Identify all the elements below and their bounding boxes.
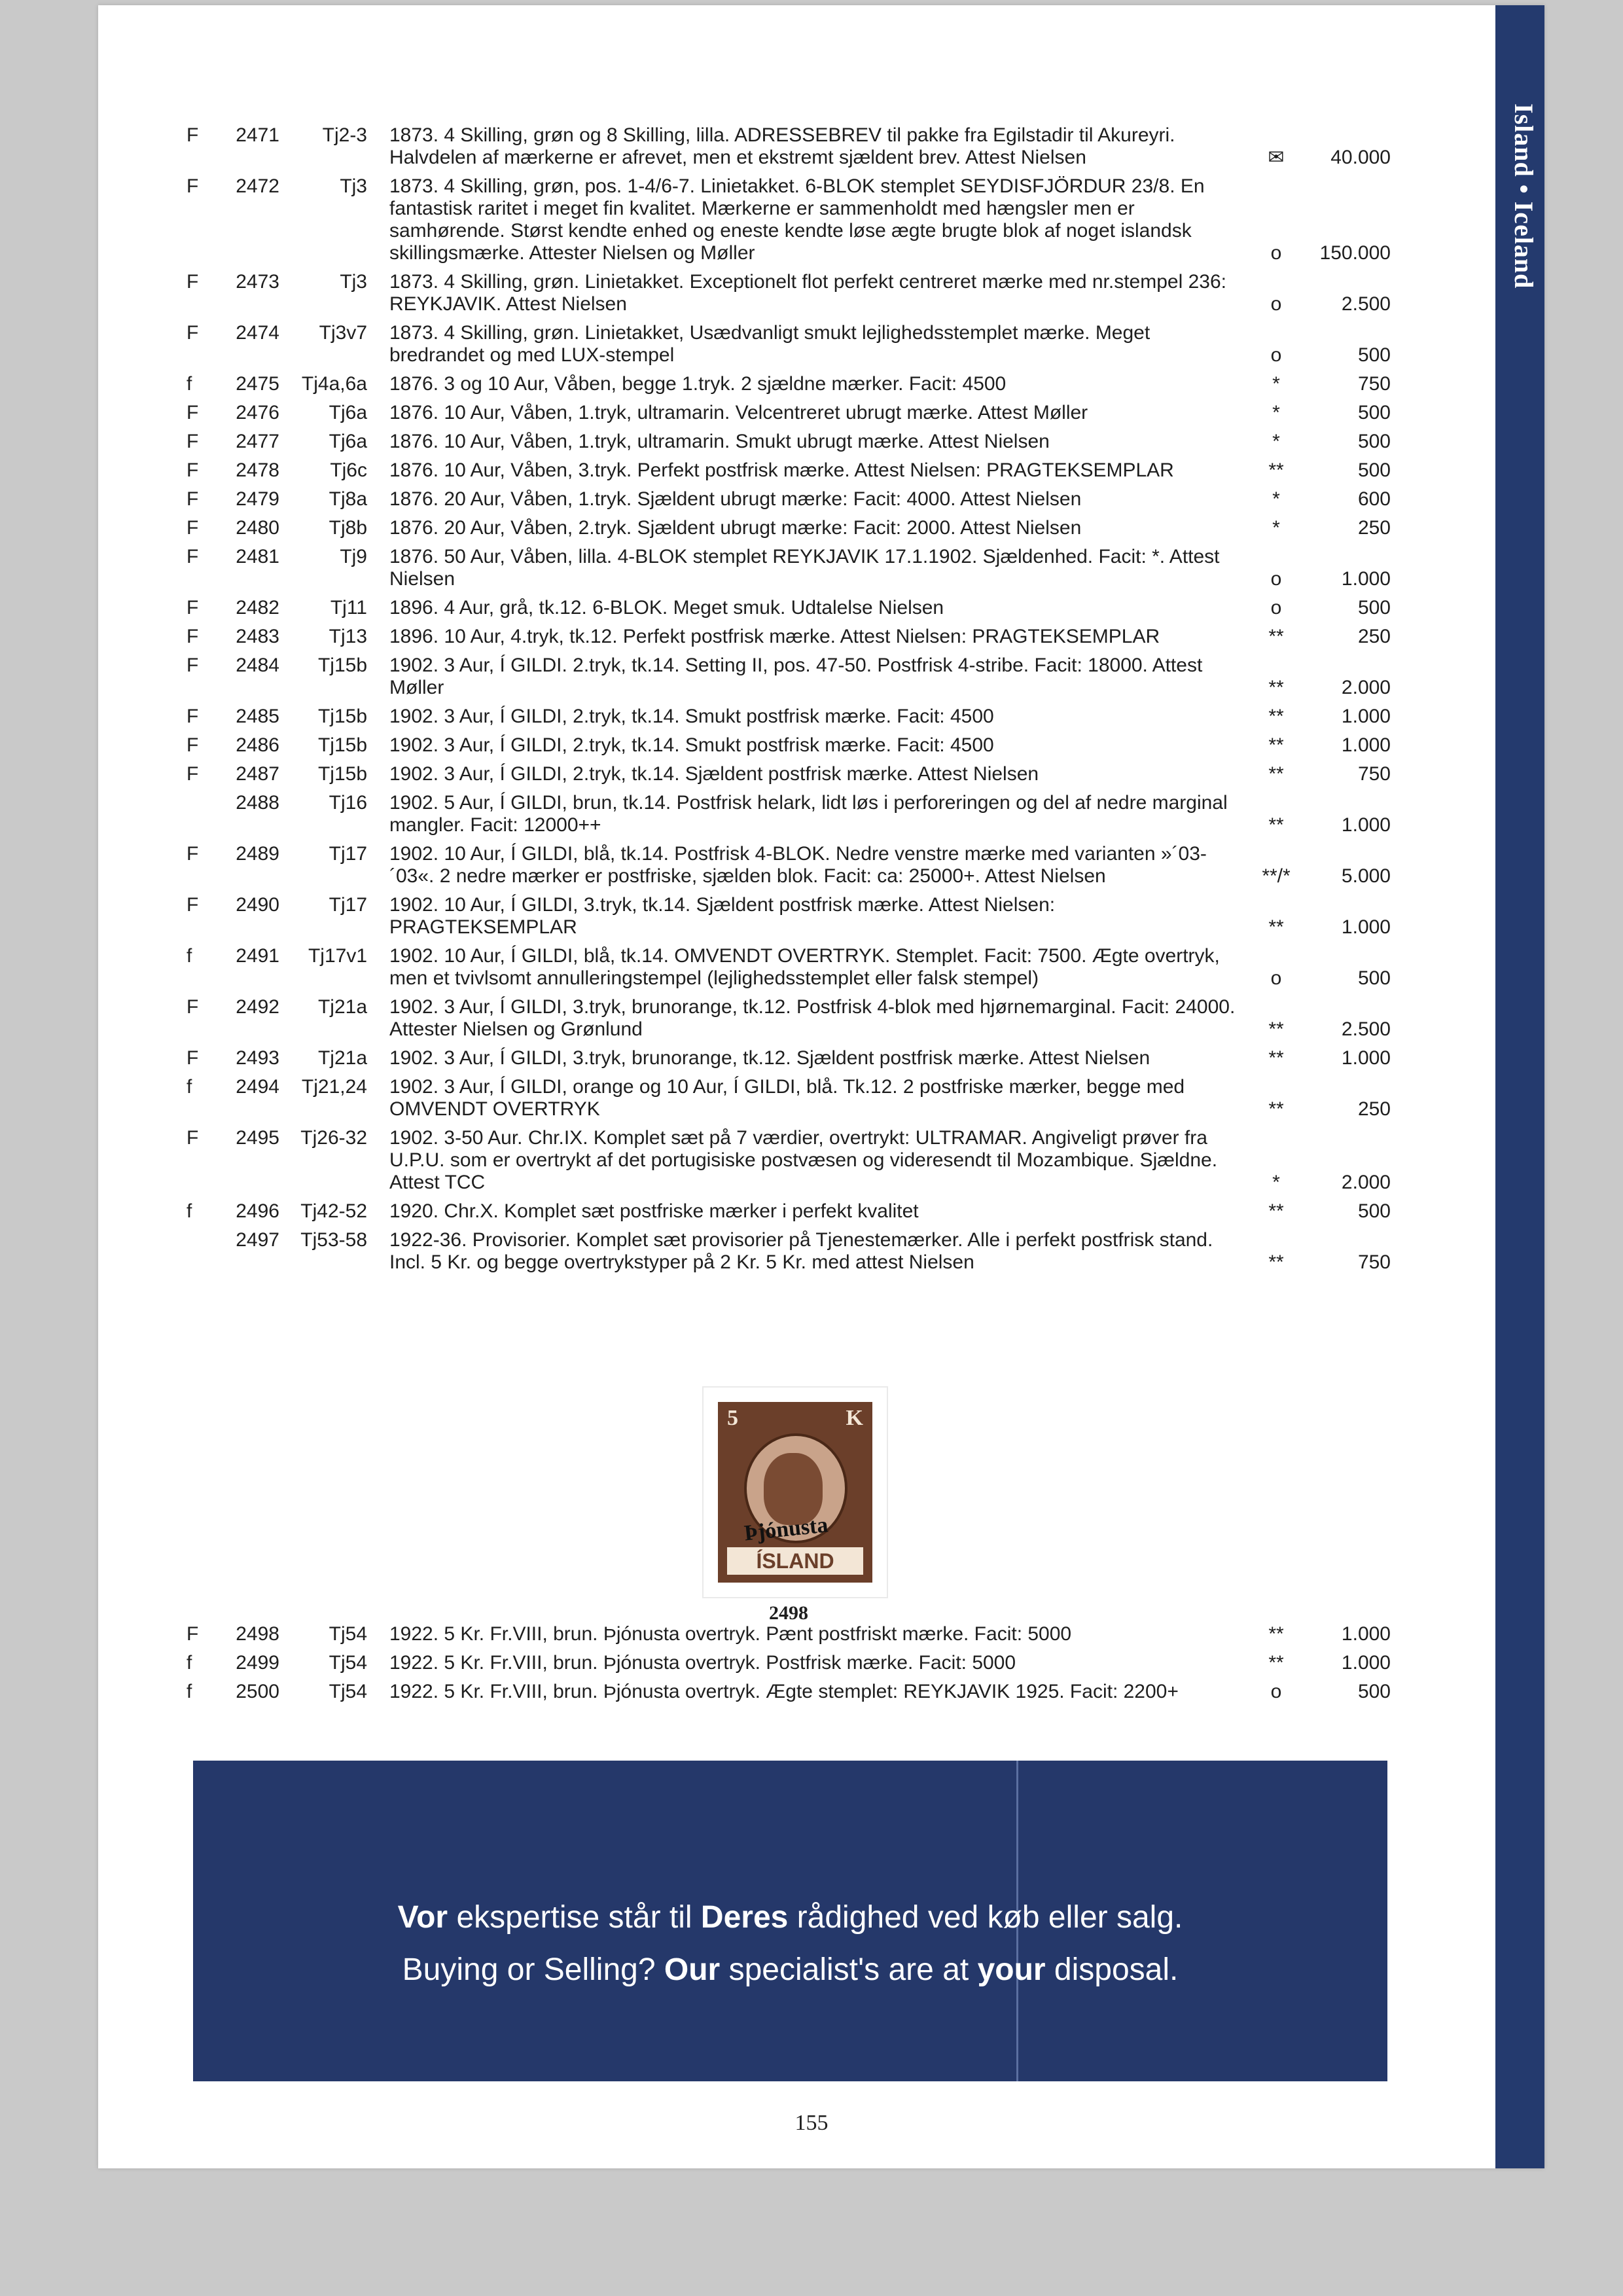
lot-condition: * xyxy=(1272,373,1280,395)
lot-row xyxy=(187,1681,1391,1703)
lot-mark: f xyxy=(187,1076,192,1098)
stamp-image xyxy=(704,1388,887,1597)
lot-mark: F xyxy=(187,763,199,785)
banner-line-english xyxy=(193,1950,1387,1990)
lot-list-2 xyxy=(187,1623,1391,1710)
lot-catalog-number: Tj17 xyxy=(329,894,367,916)
lot-description: 1876. 20 Aur, Våben, 2.tryk. Sjældent ubrugt mærke: Facit: 2000. Attest Nielsen xyxy=(389,517,1082,539)
lot-mark: f xyxy=(187,945,192,967)
lot-condition: ** xyxy=(1268,1623,1284,1645)
lot-price: 1.000 xyxy=(1341,814,1391,836)
lot-mark: F xyxy=(187,402,199,423)
lot-price: 500 xyxy=(1357,1200,1391,1222)
lot-number: 2486 xyxy=(236,734,279,756)
banner-text: your xyxy=(977,1952,1046,1987)
lot-row xyxy=(187,322,1391,367)
lot-number: 2500 xyxy=(236,1681,279,1702)
lot-description: 1896. 10 Aur, 4.tryk, tk.12. Perfekt postfrisk mærke. Attest Nielsen: PRAGTEKSEMPLAR xyxy=(389,626,1160,647)
lot-catalog-number: Tj3v7 xyxy=(319,322,367,344)
lot-price: 750 xyxy=(1357,373,1391,395)
lot-number: 2496 xyxy=(236,1200,279,1222)
lot-number: 2491 xyxy=(236,945,279,967)
lot-catalog-number: Tj6c xyxy=(330,459,367,481)
lot-price: 2.000 xyxy=(1341,1172,1391,1193)
lot-condition: ** xyxy=(1268,1251,1284,1273)
lot-description: 1873. 4 Skilling, grøn. Linietakket, Usædvanligt smukt lejlighedsstemplet mærke. Meget bredrandet og med LUX-stempel xyxy=(389,322,1150,366)
lot-price: 2.500 xyxy=(1341,293,1391,315)
lot-catalog-number: Tj42-52 xyxy=(300,1200,367,1222)
lot-number: 2471 xyxy=(236,124,279,146)
lot-row xyxy=(187,1076,1391,1121)
lot-price: 250 xyxy=(1357,1098,1391,1120)
lot-number: 2490 xyxy=(236,894,279,916)
lot-row xyxy=(187,1229,1391,1274)
lot-number: 2484 xyxy=(236,655,279,676)
banner-text: specialist's are at xyxy=(720,1952,978,1987)
banner-text: disposal. xyxy=(1045,1952,1179,1987)
lot-catalog-number: Tj6a xyxy=(329,402,367,423)
lot-catalog-number: Tj8b xyxy=(329,517,367,539)
lot-condition: ** xyxy=(1268,677,1284,698)
lot-number: 2480 xyxy=(236,517,279,539)
lot-description: 1876. 10 Aur, Våben, 1.tryk, ultramarin. Velcentreret ubrugt mærke. Attest Møller xyxy=(389,402,1088,423)
lot-condition: o xyxy=(1270,344,1282,366)
lot-number: 2488 xyxy=(236,792,279,814)
lot-condition: ** xyxy=(1268,1200,1284,1222)
lot-description: 1902. 3 Aur, Í GILDI, 2.tryk, tk.14. Sjældent postfrisk mærke. Attest Nielsen xyxy=(389,763,1039,785)
lot-description: 1873. 4 Skilling, grøn og 8 Skilling, lilla. ADRESSEBREV til pakke fra Egilstadir til Akureyri. Halvdelen af mærkerne er afrevet, men et ekstremt sjældent brev. Attest Nielsen xyxy=(389,124,1175,168)
lot-price: 40.000 xyxy=(1330,147,1391,168)
lot-price: 500 xyxy=(1357,459,1391,481)
lot-description: 1922-36. Provisorier. Komplet sæt provisorier på Tjenestemærker. Alle i perfekt postfrisk stand. Incl. 5 Kr. og begge overtrykstyper på 2 Kr. 5 Kr. med attest Nielsen xyxy=(389,1229,1213,1273)
lot-mark: F xyxy=(187,546,199,567)
lot-row xyxy=(187,706,1391,728)
lot-description: 1876. 3 og 10 Aur, Våben, begge 1.tryk. 2 sjældne mærker. Facit: 4500 xyxy=(389,373,1007,395)
lot-mark: F xyxy=(187,431,199,452)
lot-description: 1922. 5 Kr. Fr.VIII, brun. Þjónusta overtryk. Postfrisk mærke. Facit: 5000 xyxy=(389,1652,1016,1674)
lot-price: 750 xyxy=(1357,1251,1391,1273)
lot-price: 250 xyxy=(1357,626,1391,647)
lot-mark: F xyxy=(187,322,199,344)
lot-list xyxy=(187,124,1391,1280)
lot-catalog-number: Tj3 xyxy=(340,271,367,293)
lot-catalog-number: Tj15b xyxy=(317,763,367,785)
lot-row xyxy=(187,1652,1391,1674)
lot-catalog-number: Tj13 xyxy=(329,626,367,647)
banner-text: Buying or Selling? xyxy=(402,1952,664,1987)
banner-text: Deres xyxy=(700,1900,789,1935)
lot-mark: f xyxy=(187,373,192,395)
lot-mark: F xyxy=(187,175,199,197)
lot-price: 2.500 xyxy=(1341,1018,1391,1040)
lot-price: 500 xyxy=(1357,402,1391,423)
lot-catalog-number: Tj54 xyxy=(329,1681,367,1702)
lot-row xyxy=(187,431,1391,453)
lot-description: 1876. 50 Aur, Våben, lilla. 4-BLOK stemplet REYKJAVIK 17.1.1902. Sjældenhed. Facit: *. Attest Nielsen xyxy=(389,546,1220,590)
lot-mark: F xyxy=(187,843,199,865)
lot-mark: f xyxy=(187,1652,192,1674)
lot-condition: ** xyxy=(1268,1652,1284,1674)
lot-number: 2485 xyxy=(236,706,279,727)
lot-catalog-number: Tj16 xyxy=(329,792,367,814)
lot-condition: o xyxy=(1270,967,1282,989)
lot-mark: F xyxy=(187,597,199,619)
lot-mark: F xyxy=(187,734,199,756)
lot-description: 1902. 3 Aur, Í GILDI, 3.tryk, brunorange, tk.12. Sjældent postfrisk mærke. Attest Nielsen xyxy=(389,1047,1150,1069)
side-tab xyxy=(1495,5,1544,2168)
lot-number: 2487 xyxy=(236,763,279,785)
lot-mark: F xyxy=(187,1623,199,1645)
lot-row xyxy=(187,488,1391,511)
lot-number: 2493 xyxy=(236,1047,279,1069)
lot-description: 1902. 3 Aur, Í GILDI, 2.tryk, tk.14. Smukt postfrisk mærke. Facit: 4500 xyxy=(389,734,994,756)
lot-mark: F xyxy=(187,271,199,293)
lot-row xyxy=(187,175,1391,264)
lot-mark xyxy=(187,1229,213,1274)
lot-description: 1902. 10 Aur, Í GILDI, blå, tk.14. OMVENDT OVERTRYK. Stemplet. Facit: 7500. Ægte overtryk, men et tvivlsomt annulleringstempel (lejlighedsstemplet eller falsk stempel) xyxy=(389,945,1220,989)
lot-number: 2473 xyxy=(236,271,279,293)
stamp-caption: 2498 xyxy=(769,1602,808,1624)
banner-line-danish xyxy=(193,1898,1387,1937)
lot-number: 2472 xyxy=(236,175,279,197)
lot-catalog-number: Tj17 xyxy=(329,843,367,865)
lot-row xyxy=(187,402,1391,424)
lot-price: 1.000 xyxy=(1341,568,1391,590)
lot-condition: ✉ xyxy=(1268,147,1285,168)
lot-description: 1876. 10 Aur, Våben, 1.tryk, ultramarin. Smukt ubrugt mærke. Attest Nielsen xyxy=(389,431,1050,452)
lot-row xyxy=(187,373,1391,395)
stamp-illustration xyxy=(704,1388,874,1624)
lot-description: 1873. 4 Skilling, grøn, pos. 1-4/6-7. Linietakket. 6-BLOK stemplet SEYDISFJÖRDUR 23/8. En fantastisk raritet i meget fin kvalitet. Mærkerne er sammenholdt med hængsler men er samhørende. Størst kendte enhed og eneste kendte løse ægte brugte blok af noget islandsk skillingsmærke. Attester Nielsen og Møller xyxy=(389,175,1205,264)
stamp-value-right: K xyxy=(846,1406,863,1430)
lot-mark: F xyxy=(187,706,199,727)
lot-row xyxy=(187,763,1391,785)
lot-row xyxy=(187,734,1391,757)
lot-catalog-number: Tj8a xyxy=(329,488,367,510)
lot-mark: F xyxy=(187,996,199,1018)
lot-row xyxy=(187,1200,1391,1223)
lot-mark: F xyxy=(187,488,199,510)
banner-text: Our xyxy=(664,1952,721,1987)
lot-description: 1922. 5 Kr. Fr.VIII, brun. Þjónusta overtryk. Ægte stemplet: REYKJAVIK 1925. Facit: 2200+ xyxy=(389,1681,1179,1702)
lot-row xyxy=(187,517,1391,539)
lot-mark: f xyxy=(187,1681,192,1702)
lot-price: 1.000 xyxy=(1341,734,1391,756)
lot-number: 2474 xyxy=(236,322,279,344)
lot-description: 1896. 4 Aur, grå, tk.12. 6-BLOK. Meget smuk. Udtalelse Nielsen xyxy=(389,597,944,619)
lot-description: 1902. 3 Aur, Í GILDI. 2.tryk, tk.14. Setting II, pos. 47-50. Postfrisk 4-stribe. Facit: 18000. Attest Møller xyxy=(389,655,1203,698)
page-number: 155 xyxy=(794,2111,829,2135)
lot-catalog-number: Tj53-58 xyxy=(300,1229,367,1251)
stamp-value-left: 5 xyxy=(727,1406,738,1430)
lot-number: 2475 xyxy=(236,373,279,395)
lot-catalog-number: Tj54 xyxy=(329,1623,367,1645)
banner-text: rådighed ved køb eller salg. xyxy=(788,1900,1183,1935)
lot-catalog-number: Tj54 xyxy=(329,1652,367,1674)
lot-description: 1902. 3 Aur, Í GILDI, 2.tryk, tk.14. Smukt postfrisk mærke. Facit: 4500 xyxy=(389,706,994,727)
lot-mark: f xyxy=(187,1200,192,1222)
lot-condition: ** xyxy=(1268,1098,1284,1120)
lot-number: 2479 xyxy=(236,488,279,510)
lot-number: 2481 xyxy=(236,546,279,567)
lot-row xyxy=(187,996,1391,1041)
lot-price: 500 xyxy=(1357,597,1391,619)
lot-mark: F xyxy=(187,1127,199,1149)
lot-price: 600 xyxy=(1357,488,1391,510)
lot-condition: ** xyxy=(1268,626,1284,647)
lot-mark: F xyxy=(187,626,199,647)
lot-number: 2477 xyxy=(236,431,279,452)
lot-number: 2498 xyxy=(236,1623,279,1645)
lot-condition: * xyxy=(1272,402,1280,423)
banner-text: ekspertise står til xyxy=(448,1900,701,1935)
lot-number: 2482 xyxy=(236,597,279,619)
lot-row xyxy=(187,597,1391,619)
lot-row xyxy=(187,1127,1391,1194)
lot-description: 1902. 3-50 Aur. Chr.IX. Komplet sæt på 7 værdier, overtrykt: ULTRAMAR. Angiveligt prøver fra U.P.U. som er overtrykt af det portugisiske postvæsen og videresendt til Mozambique. Sjældne. Attest TCC xyxy=(389,1127,1218,1193)
lot-number: 2497 xyxy=(236,1229,279,1251)
lot-row xyxy=(187,843,1391,888)
lot-description: 1902. 3 Aur, Í GILDI, orange og 10 Aur, Í GILDI, blå. Tk.12. 2 postfriske mærker, begge med OMVENDT OVERTRYK xyxy=(389,1076,1185,1120)
lot-description: 1902. 5 Aur, Í GILDI, brun, tk.14. Postfrisk helark, lidt løs i perforeringen og del af nedre marginal mangler. Facit: 12000++ xyxy=(389,792,1228,836)
lot-price: 1.000 xyxy=(1341,1623,1391,1645)
lot-mark: F xyxy=(187,655,199,676)
lot-row xyxy=(187,271,1391,315)
lot-price: 1.000 xyxy=(1341,1652,1391,1674)
lot-price: 500 xyxy=(1357,431,1391,452)
lot-price: 500 xyxy=(1357,344,1391,366)
lot-condition: ** xyxy=(1268,763,1284,785)
lot-price: 750 xyxy=(1357,763,1391,785)
lot-description: 1902. 10 Aur, Í GILDI, blå, tk.14. Postfrisk 4-BLOK. Nedre venstre mærke med varianten »´03-´03«. 2 nedre mærker er postfriske, sjælden blok. Facit: ca: 25000+. Attest Nielsen xyxy=(389,843,1207,887)
lot-condition: ** xyxy=(1268,459,1284,481)
stamp-country: ÍSLAND xyxy=(727,1547,863,1575)
lot-condition: ** xyxy=(1268,734,1284,756)
lot-number: 2494 xyxy=(236,1076,279,1098)
lot-catalog-number: Tj3 xyxy=(340,175,367,197)
lot-catalog-number: Tj17v1 xyxy=(308,945,367,967)
lot-number: 2489 xyxy=(236,843,279,865)
stamp-face xyxy=(718,1402,872,1583)
lot-catalog-number: Tj21a xyxy=(317,1047,367,1069)
lot-catalog-number: Tj21a xyxy=(317,996,367,1018)
lot-catalog-number: Tj21,24 xyxy=(301,1076,367,1098)
lot-condition: **/* xyxy=(1262,865,1291,887)
lot-condition: o xyxy=(1270,1681,1282,1702)
lot-mark: F xyxy=(187,894,199,916)
lot-description: 1922. 5 Kr. Fr.VIII, brun. Þjónusta overtryk. Pænt postfriskt mærke. Facit: 5000 xyxy=(389,1623,1072,1645)
lot-number: 2483 xyxy=(236,626,279,647)
lot-price: 1.000 xyxy=(1341,916,1391,938)
lot-row xyxy=(187,124,1391,169)
lot-row xyxy=(187,894,1391,939)
lot-description: 1873. 4 Skilling, grøn. Linietakket. Exceptionelt flot perfekt centreret mærke med nr.stempel 236: REYKJAVIK. Attest Nielsen xyxy=(389,271,1226,315)
lot-description: 1920. Chr.X. Komplet sæt postfriske mærker i perfekt kvalitet xyxy=(389,1200,919,1222)
lot-condition: ** xyxy=(1268,706,1284,727)
lot-description: 1876. 20 Aur, Våben, 1.tryk. Sjældent ubrugt mærke: Facit: 4000. Attest Nielsen xyxy=(389,488,1082,510)
lot-description: 1902. 3 Aur, Í GILDI, 3.tryk, brunorange, tk.12. Postfrisk 4-blok med hjørnemarginal. Facit: 24000. Attester Nielsen og Grønlund xyxy=(389,996,1236,1040)
lot-condition: o xyxy=(1270,568,1282,590)
lot-mark: F xyxy=(187,459,199,481)
lot-condition: ** xyxy=(1268,916,1284,938)
lot-condition: ** xyxy=(1268,1018,1284,1040)
lot-number: 2492 xyxy=(236,996,279,1018)
lot-catalog-number: Tj15b xyxy=(317,734,367,756)
lot-price: 250 xyxy=(1357,517,1391,539)
lot-number: 2478 xyxy=(236,459,279,481)
lot-catalog-number: Tj9 xyxy=(340,546,367,567)
lot-condition: * xyxy=(1272,488,1280,510)
lot-row xyxy=(187,459,1391,482)
lot-mark xyxy=(187,792,213,836)
lot-price: 1.000 xyxy=(1341,706,1391,727)
lot-catalog-number: Tj15b xyxy=(317,655,367,676)
lot-price: 2.000 xyxy=(1341,677,1391,698)
lot-condition: * xyxy=(1272,1172,1280,1193)
lot-mark: F xyxy=(187,517,199,539)
lot-mark: F xyxy=(187,1047,199,1069)
lot-row xyxy=(187,792,1391,836)
lot-price: 500 xyxy=(1357,1681,1391,1702)
lot-description: 1902. 10 Aur, Í GILDI, 3.tryk, tk.14. Sjældent postfrisk mærke. Attest Nielsen: PRAGTEKSEMPLAR xyxy=(389,894,1056,938)
lot-price: 1.000 xyxy=(1341,1047,1391,1069)
lot-condition: * xyxy=(1272,431,1280,452)
stamp-overprint: Þjónusta xyxy=(743,1513,829,1546)
lot-condition: ** xyxy=(1268,814,1284,836)
lot-catalog-number: Tj15b xyxy=(317,706,367,727)
lot-condition: * xyxy=(1272,517,1280,539)
lot-condition: o xyxy=(1270,242,1282,264)
lot-row xyxy=(187,1047,1391,1069)
banner-text: Vor xyxy=(397,1900,448,1935)
lot-number: 2476 xyxy=(236,402,279,423)
lot-condition: o xyxy=(1270,597,1282,619)
lot-catalog-number: Tj26-32 xyxy=(300,1127,367,1149)
lot-price: 150.000 xyxy=(1319,242,1391,264)
lot-catalog-number: Tj6a xyxy=(329,431,367,452)
lot-condition: ** xyxy=(1268,1047,1284,1069)
lot-number: 2499 xyxy=(236,1652,279,1674)
lot-row xyxy=(187,546,1391,590)
lot-row xyxy=(187,655,1391,699)
lot-condition: o xyxy=(1270,293,1282,315)
lot-row xyxy=(187,945,1391,990)
lot-catalog-number: Tj4a,6a xyxy=(301,373,367,395)
lot-row xyxy=(187,626,1391,648)
side-tab-label: Island • Iceland xyxy=(1509,103,1539,289)
lot-row xyxy=(187,1623,1391,1645)
lot-description: 1876. 10 Aur, Våben, 3.tryk. Perfekt postfrisk mærke. Attest Nielsen: PRAGTEKSEMPLAR xyxy=(389,459,1174,481)
lot-catalog-number: Tj2-3 xyxy=(322,124,367,146)
lot-price: 5.000 xyxy=(1341,865,1391,887)
promo-banner xyxy=(193,1761,1387,2081)
lot-number: 2495 xyxy=(236,1127,279,1149)
lot-price: 500 xyxy=(1357,967,1391,989)
lot-catalog-number: Tj11 xyxy=(330,597,367,619)
lot-mark: F xyxy=(187,124,199,146)
